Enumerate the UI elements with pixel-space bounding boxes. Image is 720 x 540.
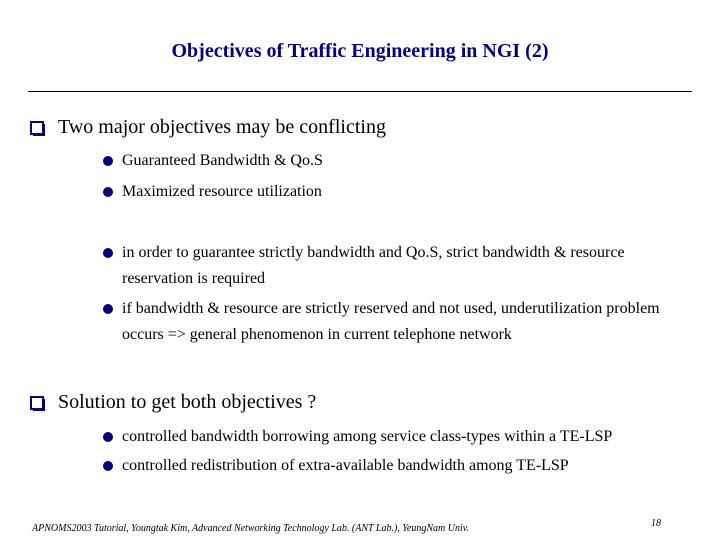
bullet-dot-icon xyxy=(103,461,113,471)
title-divider xyxy=(28,91,692,92)
footer-citation: APNOMS2003 Tutorial, Youngtak Kim, Advanced Networking Technology Lab. (ANT Lab.), YeungNam Univ. xyxy=(32,523,469,534)
subpoint-text: Guaranteed Bandwidth & Qo.S xyxy=(122,152,323,169)
page-number: 18 xyxy=(651,518,661,529)
bullet-dot-icon xyxy=(103,248,113,258)
subpoint xyxy=(104,240,684,292)
subpoint xyxy=(104,296,684,348)
main-point-2 xyxy=(30,391,316,414)
bullet-dot-icon xyxy=(103,304,113,314)
subpoint xyxy=(104,424,684,450)
main-point-text: Solution to get both objectives ? xyxy=(58,391,317,413)
bullet-dot-icon xyxy=(103,432,113,442)
bullet-dot-icon xyxy=(103,187,113,197)
subpoint xyxy=(104,148,684,174)
subpoint-text: in order to guarantee strictly bandwidth and Qo.S, strict bandwidth & resource reservation is required xyxy=(122,244,625,287)
subpoint xyxy=(104,453,684,479)
subpoint-text: Maximized resource utilization xyxy=(122,183,322,200)
subpoint xyxy=(104,179,684,205)
main-point-text: Two major objectives may be conflicting xyxy=(58,116,386,138)
bullet-dot-icon xyxy=(103,156,113,166)
checkbox-bullet-icon xyxy=(30,121,44,135)
subpoint-text: controlled bandwidth borrowing among service class-types within a TE-LSP xyxy=(122,428,613,445)
subpoint-text: controlled redistribution of extra-available bandwidth among TE-LSP xyxy=(122,457,569,474)
main-point-1 xyxy=(30,116,386,139)
checkbox-bullet-icon xyxy=(30,396,44,410)
slide-title: Objectives of Traffic Engineering in NGI (2) xyxy=(171,40,549,62)
subpoint-text: if bandwidth & resource are strictly reserved and not used, underutilization problem occurs => general phenomenon in current telephone network xyxy=(122,300,660,343)
